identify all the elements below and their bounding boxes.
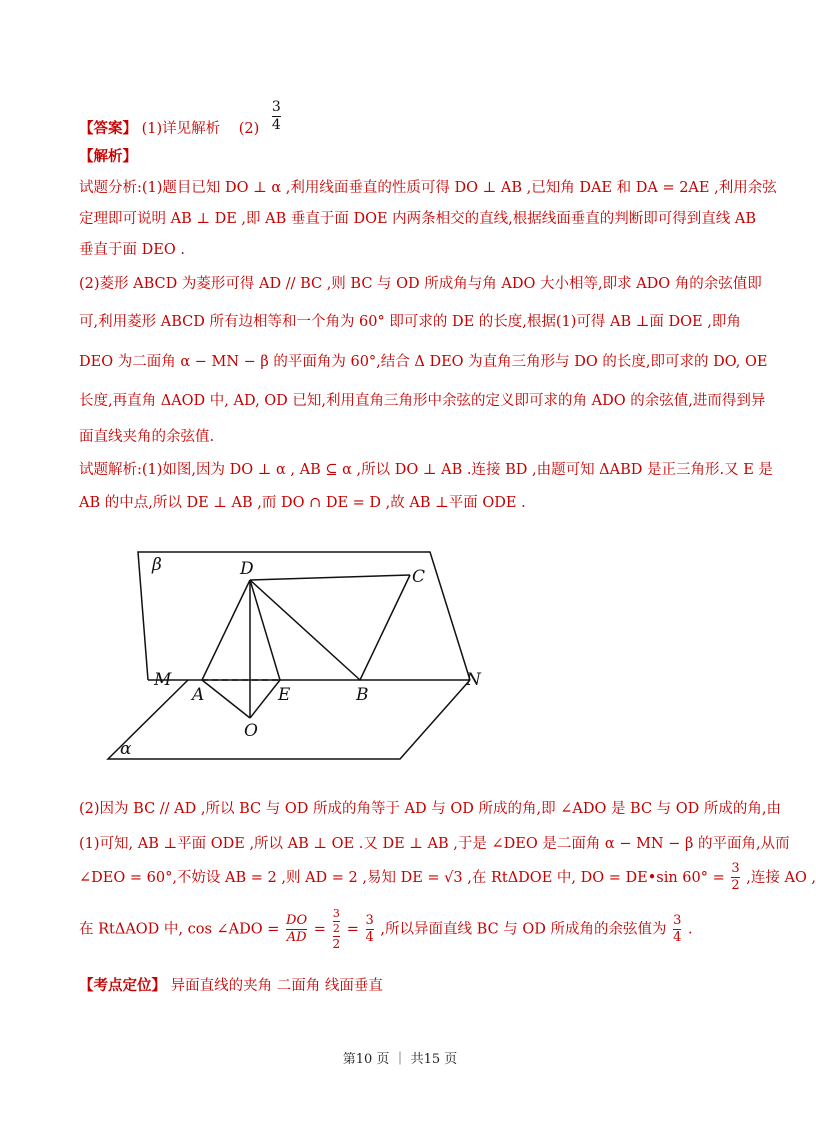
frac-den: 2 (332, 922, 340, 936)
page-footer: 第10 页 ｜ 共15 页 (342, 1052, 458, 1067)
fraction-final (673, 914, 681, 946)
label-beta: β (152, 555, 162, 575)
analysis-p1-line2: 定理即可说明 AB ⊥ DE ,即 AB 垂直于面 DOE 内两条相交的直线,根据线面垂直的判断即可得到直线 AB (79, 211, 757, 227)
segment-CB (360, 575, 410, 680)
segment-DC (250, 575, 410, 580)
compound-fraction-num (333, 908, 341, 935)
frac-num: 3 (731, 861, 740, 876)
answer-fraction (272, 100, 281, 134)
answer-frac-num: 3 (271, 99, 281, 115)
equals-sign: = (313, 921, 326, 938)
label-C: C (412, 567, 426, 587)
part2-line1: (2)因为 BC // AD ,所以 BC 与 OD 所成的角等于 AD 与 OD 所成的角,即 ∠ADO 是 BC 与 OD 所成的角,由 (79, 801, 782, 817)
part2-line3-tail: ,连接 AO , (746, 869, 816, 886)
frac-den: 2 (332, 937, 341, 952)
segment-DA (202, 580, 250, 680)
fraction-3-4 (366, 914, 374, 946)
frac-num: 3 (332, 907, 340, 920)
equals-sign: = (346, 921, 359, 938)
analysis-p2-line4: 长度,再直角 ΔAOD 中, AD, OD 已知,利用直角三角形中余弦的定义即可求的角 ADO 的余弦值,进而得到异 (79, 393, 766, 409)
compound-fraction (333, 908, 341, 951)
solution-line1: 试题解析:(1)如图,因为 DO ⊥ α , AB ⊆ α ,所以 DO ⊥ AB .连接 BD ,由题可知 ΔABD 是正三角形.又 E 是 (79, 462, 773, 478)
kaodian-label: 【考点定位】 (79, 977, 166, 994)
label-D: D (240, 559, 254, 579)
frac-den: 4 (365, 930, 374, 946)
answer-frac-den: 4 (271, 117, 281, 134)
answer-part2-prefix: (2) (238, 120, 260, 137)
label-alpha: α (120, 739, 132, 759)
fraction-DO-AD (286, 914, 307, 946)
answer-part1: (1)详见解析 (141, 120, 221, 137)
frac-den: AD (286, 930, 307, 946)
label-A: A (192, 685, 205, 705)
inner-fraction (333, 908, 340, 935)
solution-line2: AB 的中点,所以 DE ⊥ AB ,而 DO ∩ DE = D ,故 AB ⊥平面 ODE . (79, 495, 526, 511)
part2-line3-text: ∠DEO = 60°,不妨设 AB = 2 ,则 AD = 2 ,易知 DE = √3 ,在 RtΔDOE 中, DO = DE•sin 60° = (79, 869, 725, 886)
answer-label: 【答案】 (79, 119, 137, 137)
frac-num: DO (286, 912, 308, 928)
analysis-p1-line1: 试题分析:(1)题目已知 DO ⊥ α ,利用线面垂直的性质可得 DO ⊥ AB ,已知角 DAE 和 DA = 2AE ,利用余弦 (79, 180, 777, 196)
frac-num: 3 (673, 912, 682, 928)
analysis-p2-line5: 面直线夹角的余弦值. (79, 429, 215, 445)
part2-line4-mid: ,所以异面直线 BC 与 OD 所成角的余弦值为 (380, 921, 667, 938)
part2-line4 (79, 908, 693, 968)
part2-line2: (1)可知, AB ⊥平面 ODE ,所以 AB ⊥ OE .又 DE ⊥ AB ,于是 ∠DEO 是二面角 α − MN − β 的平面角,从而 (79, 836, 790, 852)
segment-DB (250, 580, 360, 680)
part2-line4-text: 在 RtΔAOD 中, cos ∠ADO = (79, 921, 280, 938)
segment-AO (202, 680, 250, 718)
label-M: M (154, 670, 172, 690)
frac-den: 2 (731, 878, 740, 894)
segment-EO (250, 680, 280, 718)
kaodian-line (79, 974, 383, 995)
label-B: B (356, 685, 369, 705)
segment-DE (250, 580, 280, 680)
geometry-figure (100, 540, 480, 770)
label-O: O (244, 721, 258, 741)
analysis-p2-line3: DEO 为二面角 α − MN − β 的平面角为 60°,结合 Δ DEO 为直角三角形与 DO 的长度,即可求的 DO, OE (79, 354, 768, 370)
frac-den: 4 (673, 930, 682, 946)
part2-line4-end: . (688, 921, 693, 938)
label-E: E (278, 685, 291, 705)
answer-line (79, 100, 281, 140)
kaodian-text: 异面直线的夹角 二面角 线面垂直 (170, 978, 383, 994)
part2-line3-fraction (731, 862, 739, 894)
analysis-p2-line1: (2)菱形 ABCD 为菱形可得 AD // BC ,则 BC 与 OD 所成角与角 ADO 大小相等,即求 ADO 角的余弦值即 (79, 276, 762, 292)
part2-line3 (79, 862, 816, 902)
analysis-p1-line3: 垂直于面 DEO . (79, 242, 185, 258)
frac-num: 3 (365, 912, 374, 928)
analysis-p2-line2: 可,利用菱形 ABCD 所有边相等和一个角为 60° 即可求的 DE 的长度,根据(1)可得 AB ⊥面 DOE ,即角 (79, 314, 741, 330)
label-N: N (466, 670, 481, 690)
analysis-label: 【解析】 (79, 148, 137, 165)
